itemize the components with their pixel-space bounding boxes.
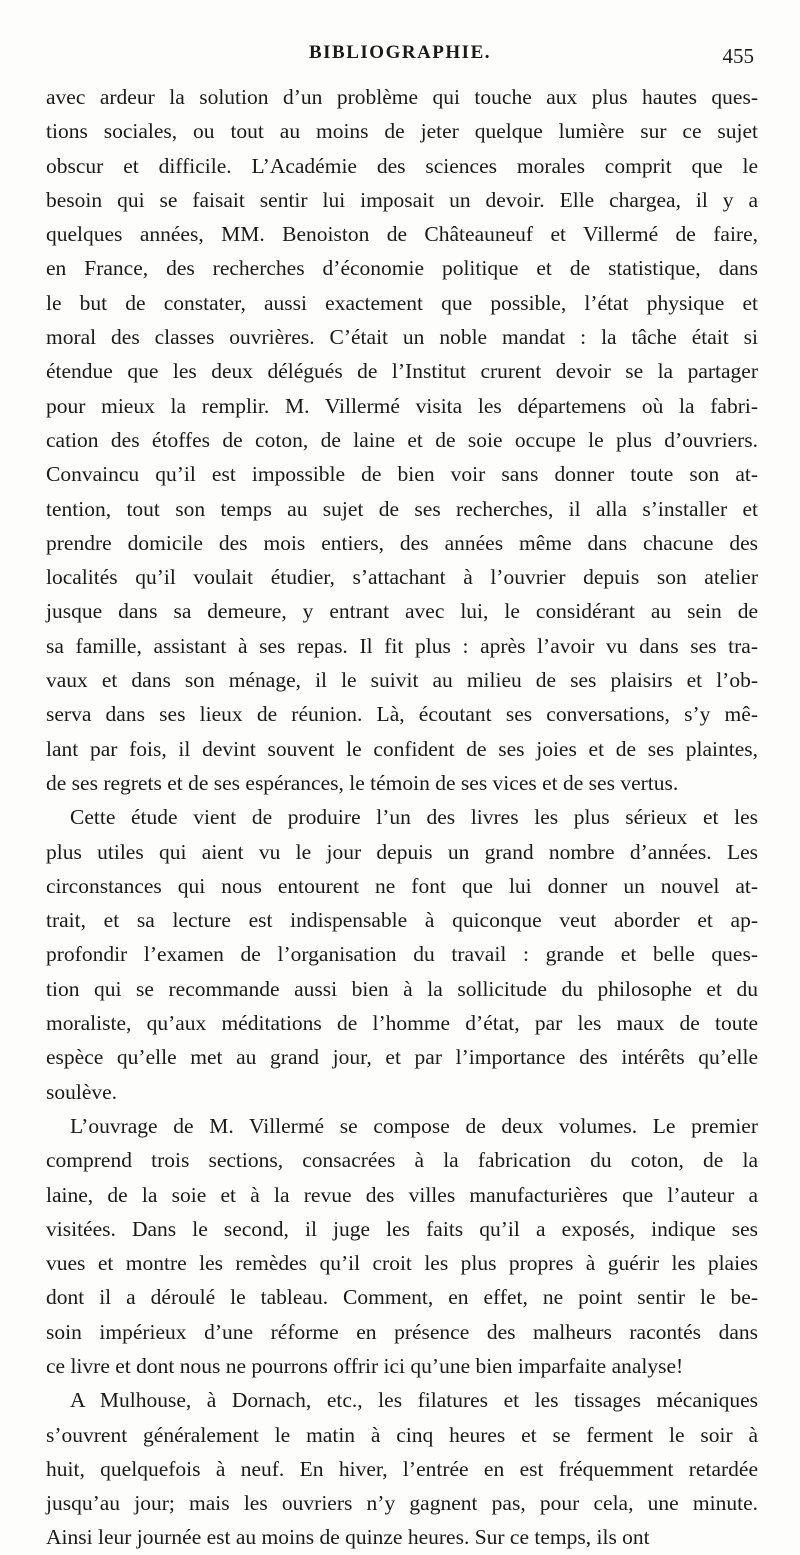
text-line: pour mieux la remplir. M. Villermé visita les départemens où la fabri- [46, 393, 758, 418]
text-line: tions sociales, ou tout au moins de jeter quelque lumière sur ce sujet [46, 119, 758, 144]
text-line: étendue que les deux délégués de l’Institut crurent devoir se la partager [46, 359, 758, 384]
text-line: s’ouvrent généralement le matin à cinq heures et se ferment le soir à [46, 1422, 758, 1447]
paragraph [46, 1109, 758, 1383]
text-line: moraliste, qu’aux méditations de l’homme d’état, par les maux de toute [46, 1011, 758, 1036]
body-text [46, 80, 758, 1555]
text-line: huit, quelquefois à neuf. En hiver, l’entrée en est fréquemment retardée [46, 1456, 758, 1481]
text-line: moral des classes ouvrières. C’était un noble mandat : la tâche était si [46, 325, 758, 350]
paragraph [46, 1383, 758, 1554]
text-line: dont il a déroulé le tableau. Comment, en effet, ne point sentir le be- [46, 1285, 758, 1310]
text-line: plus utiles qui aient vu le jour depuis un grand nombre d’années. Les [46, 839, 758, 864]
text-line: jusqu’au jour; mais les ouvriers n’y gagnent pas, pour cela, une minute. [46, 1491, 758, 1516]
page-header [0, 40, 800, 76]
text-line: soin impérieux d’une réforme en présence des malheurs racontés dans [46, 1319, 758, 1344]
text-line: vues et montre les remèdes qu’il croit les plus propres à guérir les plaies [46, 1251, 758, 1276]
paragraph [46, 800, 758, 1109]
text-line: en France, des recherches d’économie politique et de statistique, dans [46, 256, 758, 281]
text-line: tion qui se recommande aussi bien à la sollicitude du philosophe et du [46, 976, 758, 1001]
text-line: laine, de la soie et à la revue des villes manufacturières que l’auteur a [46, 1182, 758, 1207]
text-line: sa famille, assistant à ses repas. Il fit plus : après l’avoir vu dans ses tra- [46, 633, 758, 658]
text-line: besoin qui se faisait sentir lui imposait un devoir. Elle chargea, il y a [46, 187, 758, 212]
text-line: de ses regrets et de ses espérances, le témoin de ses vices et de ses vertus. [46, 770, 679, 795]
text-line: Cette étude vient de produire l’un des livres les plus sérieux et les [70, 805, 758, 830]
text-line: obscur et difficile. L’Académie des sciences morales comprit que le [46, 153, 758, 178]
text-line: avec ardeur la solution d’un problème qui touche aux plus hautes ques- [46, 85, 758, 109]
text-line: profondir l’examen de l’organisation du travail : grande et belle ques- [46, 942, 758, 967]
text-line: L’ouvrage de M. Villermé se compose de deux volumes. Le premier [70, 1113, 758, 1138]
text-line: soulève. [46, 1079, 118, 1104]
text-line: Convaincu qu’il est impossible de bien voir sans donner toute son at- [46, 462, 758, 487]
text-line: trait, et sa lecture est indispensable à quiconque veut aborder et ap- [46, 908, 758, 933]
text-line: vaux et dans son ménage, il le suivit au milieu de ses plaisirs et l’ob- [46, 668, 758, 693]
text-line: prendre domicile des mois entiers, des années même dans chacune des [46, 530, 758, 555]
text-line: ce livre et dont nous ne pourrons offrir ici qu’une bien imparfaite analyse! [46, 1353, 684, 1378]
text-line: serva dans ses lieux de réunion. Là, écoutant ses conversations, s’y mê- [46, 702, 758, 727]
text-line: lant par fois, il devint souvent le confident de ses joies et de ses plaintes, [46, 736, 758, 761]
text-line: espèce qu’elle met au grand jour, et par l’importance des intérêts qu’elle [46, 1045, 758, 1070]
text-line: visitées. Dans le second, il juge les faits qu’il a exposés, indique ses [46, 1216, 758, 1241]
text-line: cation des étoffes de coton, de laine et de soie occupe le plus d’ouvriers. [46, 427, 758, 452]
text-line: jusque dans sa demeure, y entrant avec lui, le considérant au sein de [46, 599, 758, 624]
page-number: 455 [722, 44, 754, 68]
text-line: localités qu’il voulait étudier, s’attachant à l’ouvrier depuis son atelier [46, 565, 758, 590]
text-line: comprend trois sections, consacrées à la fabrication du coton, de la [46, 1148, 758, 1173]
text-line: A Mulhouse, à Dornach, etc., les filatures et les tissages mécaniques [70, 1388, 758, 1413]
text-line: Ainsi leur journée est au moins de quinze heures. Sur ce temps, ils ont [46, 1525, 650, 1550]
text-line: quelques années, MM. Benoiston de Châteauneuf et Villermé de faire, [46, 222, 758, 247]
paragraph [46, 80, 758, 800]
running-title: BIBLIOGRAPHIE. [308, 42, 491, 63]
text-line: le but de constater, aussi exactement que possible, l’état physique et [46, 290, 758, 315]
text-line: tention, tout son temps au sujet de ses recherches, il alla s’installer et [46, 496, 758, 521]
text-line: circonstances qui nous entourent ne font que lui donner un nouvel at- [46, 873, 758, 898]
